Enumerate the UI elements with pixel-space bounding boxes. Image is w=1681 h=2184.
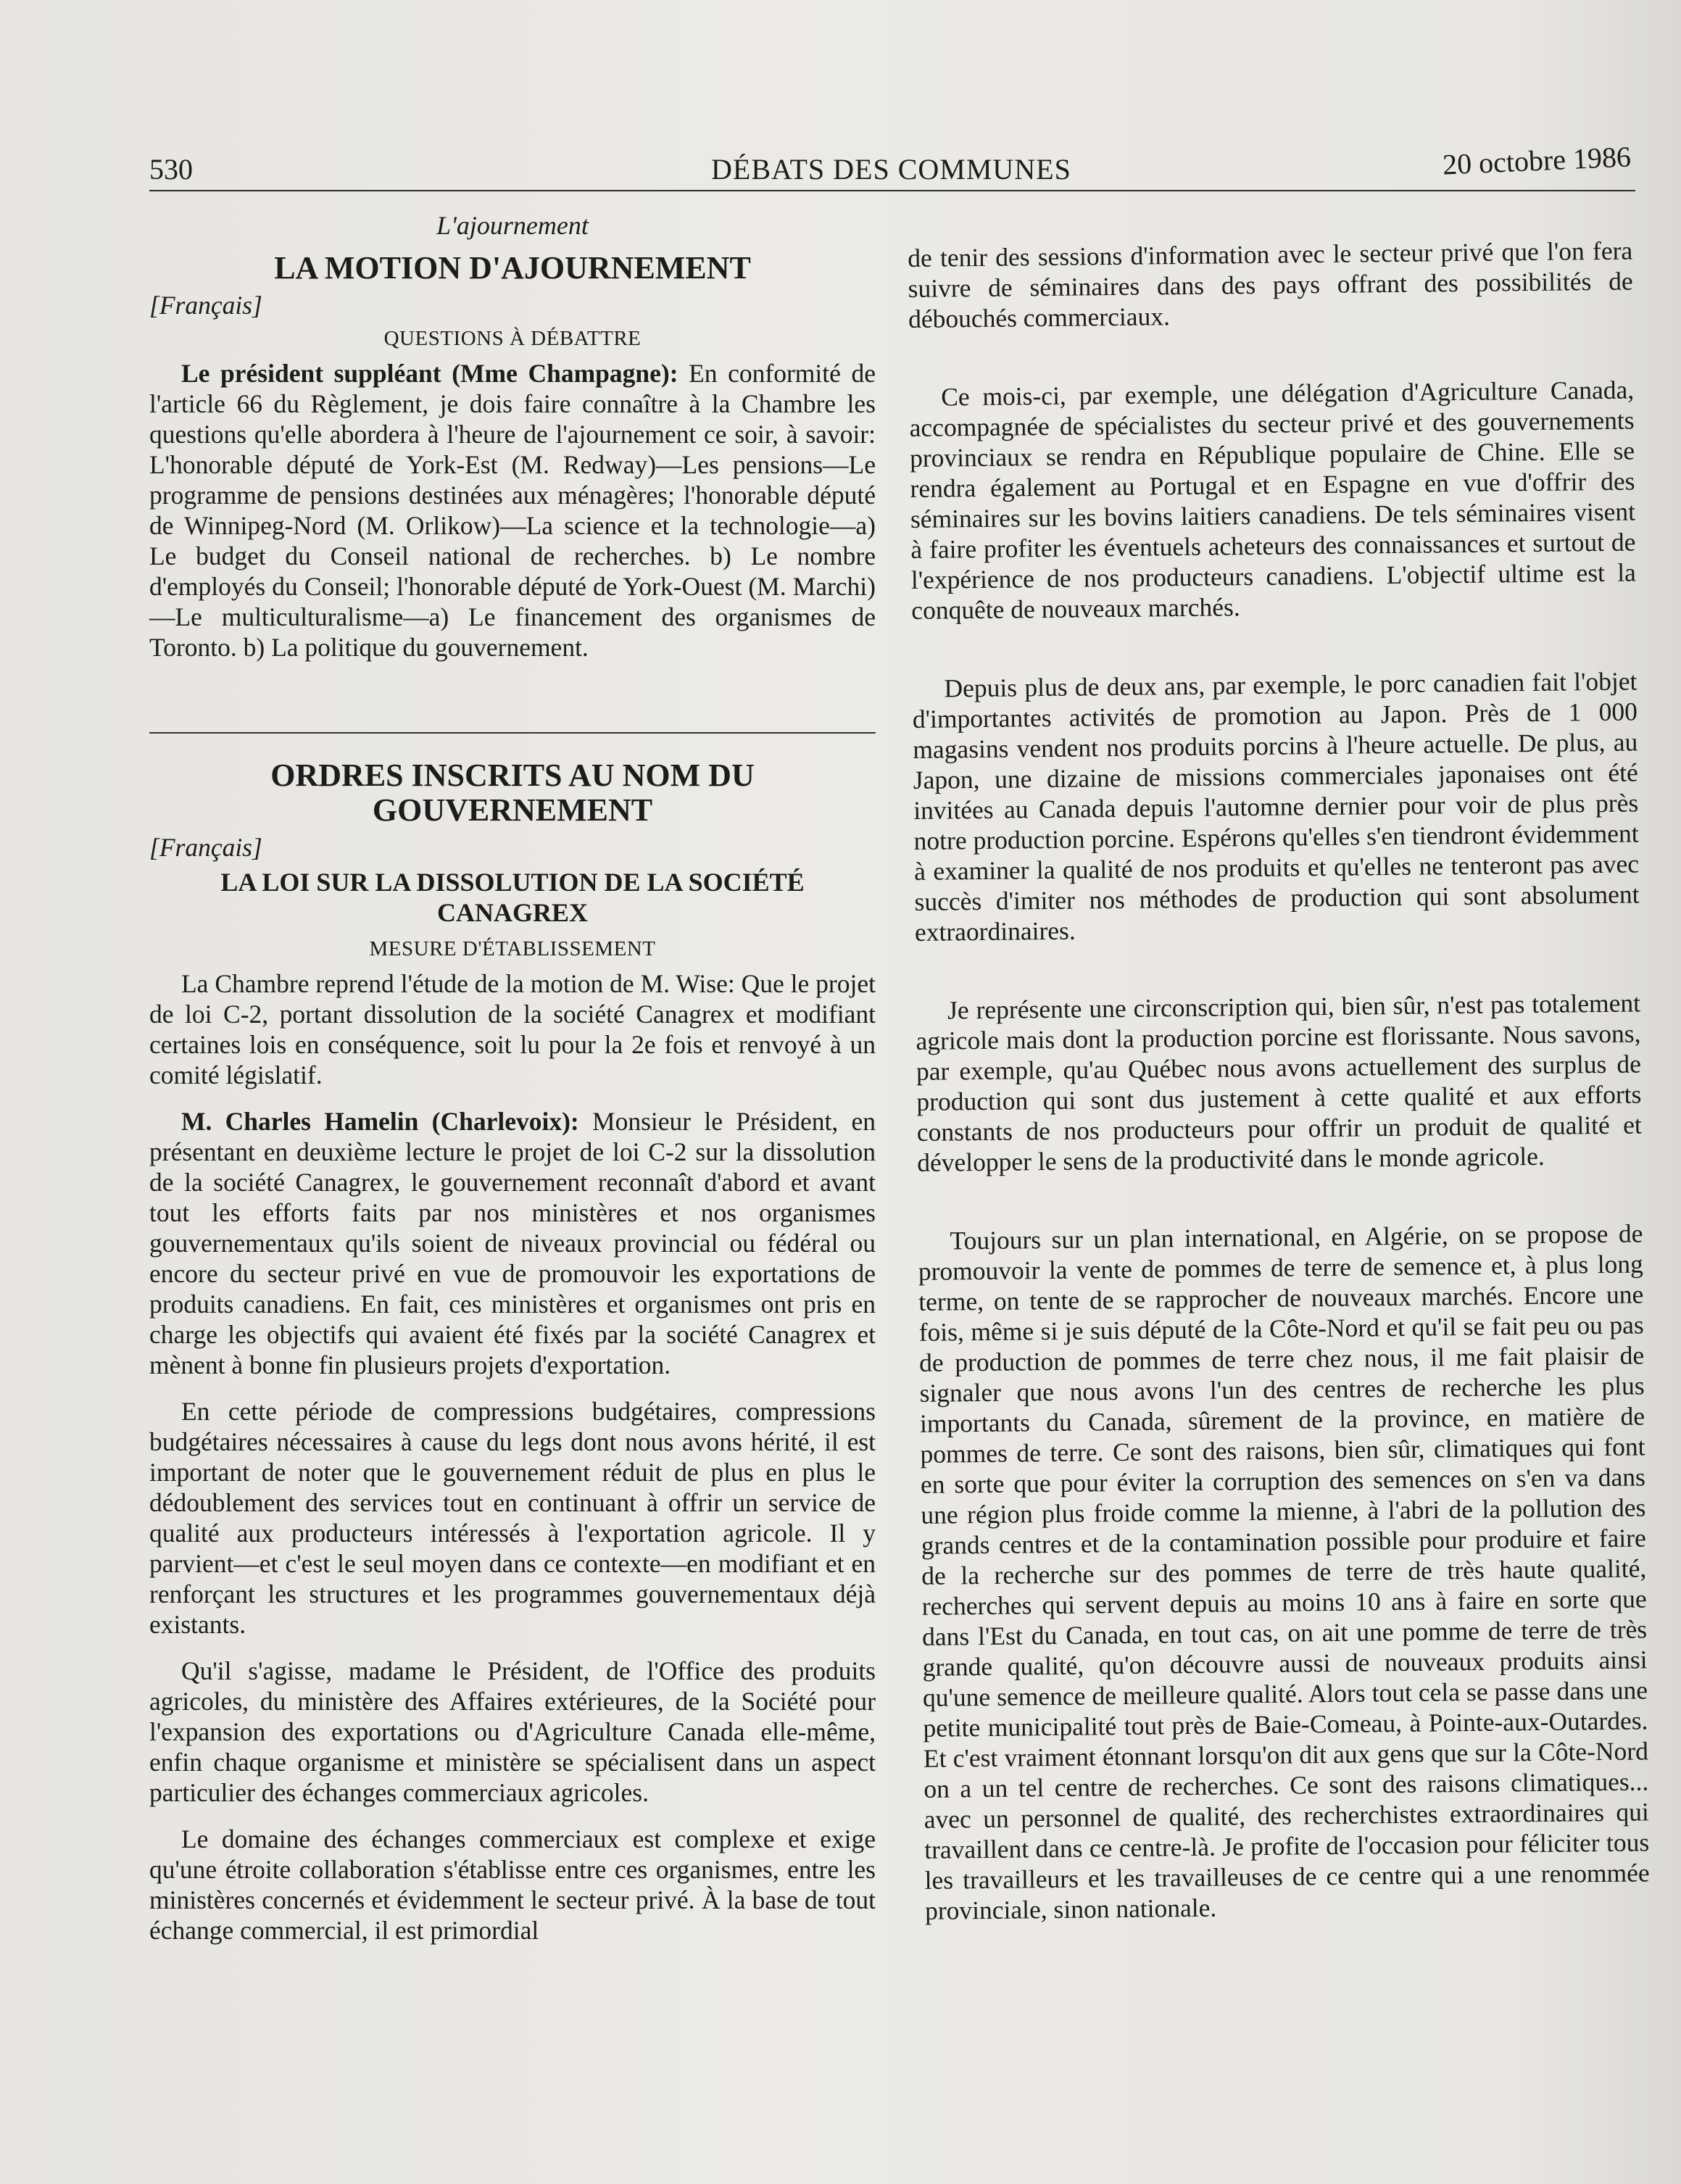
subheading-questions: QUESTIONS À DÉBATTRE <box>383 327 642 350</box>
header-rule <box>149 190 1635 191</box>
paragraph-text: Monsieur le Président, en présentant en deuxième lecture le projet de loi C-2 sur la dissolution de la société Canagrex, le gouvernement reconnaît d'abord et avant tout les efforts faits par nos ministères et nos organismes gouvernementaux qu'ils soient de niveaux provincial ou fédéral ou encore du secteur privé en vue de promouvoir les exportations de produits canadiens. En fait, ces ministères et organismes ont pris en charge les objectifs qui avaient été fixés par la société Canagrex et mènent à bonne fin plusieurs projets d'exportation. <box>149 1107 876 1379</box>
publication-title: DÉBATS DES COMMUNES <box>711 153 1071 186</box>
paragraph: Toujours sur un plan international, en Algérie, on se propose de promouvoir la vente de pommes de terre de semence et, à plus long terme, on tente de se rapprocher de nouveaux marchés. Encore une fois, même si je suis député de la Côte-Nord et qu'il se fait peu ou pas de production de pommes de terre chez nous, il me fait plaisir de signaler que nous avons l'un des centres de recherche les plus importants du Canada, sûrement de la province, en matière de pommes de terre. Ce sont des raisons, bien sûr, climatiques qui font en sorte que pour éviter la corruption des semences on s'en va dans une région plus froide comme la mienne, à l'abri de la pollution des grands centres et de la contamination possible pour produire et faire de la recherche sur des pommes de terre de très haute qualité, recherches qui servent depuis au moins 10 ans à faire en sorte que dans l'Est du Canada, en tout cas, on ait une pomme de terre de très grande qualité, qu'on découvre aussi de nouveaux produits ainsi qu'une semence de meilleure qualité. Alors tout cela se passe dans une petite municipalité tout près de Baie-Comeau, à Pointe-aux-Outardes. Et c'est vraiment étonnant lorsqu'on dit aux gens que sur la Côte-Nord on a un tel centre de recherches. Ce sont des raisons climatiques... avec un personnel de qualité, des recherchistes extraordinaires qui travaillent dans ce centre-là. Je profite de l'occasion pour féliciter tous les travailleurs et les travailleuses de ce centre qui a une renommée provinciale, sinon nationale. <box>918 1218 1650 1925</box>
paragraph: Ce mois-ci, par exemple, une délégation d'Agriculture Canada, accompagnée de spécialistes du secteur privé et des gouvernements provinciaux se rendra en République populaire de Chine. Elle se rendra également au Portugal et en Espagne en vue d'offrir des séminaires sur les bovins laitiers canadiens. De tels séminaires visent à faire profiter les éventuels acheteurs des connaissances et surtout de l'expérience de nos producteurs canadiens. L'objectif ultime est la conquête de nouveaux marchés. <box>909 375 1637 625</box>
paragraph: En cette période de compressions budgétaires, compressions budgétaires nécessaires à cause du legs dont nous avons hérité, il est important de noter que le gouvernement réduit de plus en plus le dédoublement des services tout en continuant à offrir un service de qualité aux producteurs intéressés à l'exportation agricole. Il y parvient—et c'est le seul moyen dans ce contexte—en modifiant et en renforçant les structures et les programmes gouvernementaux déjà existants. <box>149 1397 876 1639</box>
page-number: 530 <box>149 153 193 186</box>
paragraph-speaker-intro <box>149 358 876 663</box>
section-divider <box>149 732 876 734</box>
paragraph: de tenir des sessions d'information avec le secteur privé que l'on fera suivre de séminaires dans des pays offrant des possibilités de débouchés commerciaux. <box>908 236 1633 333</box>
paragraph: La Chambre reprend l'étude de la motion de M. Wise: Que le projet de loi C-2, portant dissolution de la société Canagrex et modifiant certaines lois en conséquence, soit lu pour la 2e fois et renvoyé à un comité législatif. <box>149 969 876 1089</box>
paragraph-speaker-hamelin <box>149 1106 876 1380</box>
heading-government-orders: ORDRES INSCRITS AU NOM DU GOUVERNEMENT <box>270 757 755 828</box>
paragraph: Le domaine des échanges commerciaux est complexe et exige qu'une étroite collaboration s'établisse entre ces organismes, entre les ministères concernés et évidemment le secteur privé. À la base de tout échange commercial, il est primordial <box>149 1824 876 1945</box>
speaker-name: M. Charles Hamelin (Charlevoix): <box>181 1107 579 1136</box>
paragraph-text: En conformité de l'article 66 du Règlement, je dois faire connaître à la Chambre les questions qu'elle abordera à l'heure de l'ajournement ce soir, à savoir: L'honorable député de York-Est (M. Redway)—Les pensions—Le programme de pensions destinées aux ménagères; l'honorable député de Winnipeg-Nord (M. Orlikow)—La science et la technologie—a) Le budget du Conseil national de recherches. b) Le nombre d'employés du Conseil; l'honorable député de York-Ouest (M. Marchi)—Le multiculturalisme—a) Le financement des organismes de Toronto. b) La politique du gouvernement. <box>149 359 876 662</box>
heading-adjournment-motion: LA MOTION D'AJOURNEMENT <box>274 250 751 286</box>
paragraph: Depuis plus de deux ans, par exemple, le porc canadien fait l'objet d'importantes activités de promotion au Japon. Près de 1 000 magasins vendent nos produits porcins à l'heure actuelle. De plus, au Japon, une dizaine de missions commerciales japonaises ont été invitées au Canada depuis l'automne dernier pour voir de plus près notre production porcine. Espérons qu'elles s'en tiendront évidemment à examiner la qualité de nos produits et qu'elles ne tenteront pas avec succès d'imiter nos méthodes de production qui sont absolument extraordinaires. <box>912 666 1640 947</box>
paragraph: Je représente une circonscription qui, bien sûr, n'est pas totalement agricole mais dont la production porcine est florissante. Nous savons, par exemple, qu'au Québec nous avons actuellement des surplus de production qui sont dus justement à cette qualité et aux efforts constants de nos producteurs pour offrir un produit de qualité et développer le sens de la productivité dans le monde agricole. <box>916 988 1643 1177</box>
paragraph: Qu'il s'agisse, madame le Président, de l'Office des produits agricoles, du ministère des Affaires extérieures, de la Société pour l'expansion des exportations ou d'Agriculture Canada elle-même, enfin chaque organisme et ministère se spécialisent dans un aspect particulier des échanges commerciaux agricoles. <box>149 1656 876 1807</box>
subheading-measure: MESURE D'ÉTABLISSEMENT <box>369 937 656 960</box>
heading-canagrex-act: LA LOI SUR LA DISSOLUTION DE LA SOCIÉTÉ CANAGREX <box>220 868 805 927</box>
language-tag: [Français] <box>149 291 262 320</box>
speaker-name: Le président suppléant (Mme Champagne): <box>181 359 678 388</box>
section-kicker: L'ajournement <box>436 211 589 240</box>
language-tag: [Français] <box>149 833 262 862</box>
page-header <box>149 140 1635 193</box>
right-column <box>908 236 1650 1926</box>
publication-date: 20 octobre 1986 <box>1442 140 1632 181</box>
left-column <box>149 210 876 1946</box>
